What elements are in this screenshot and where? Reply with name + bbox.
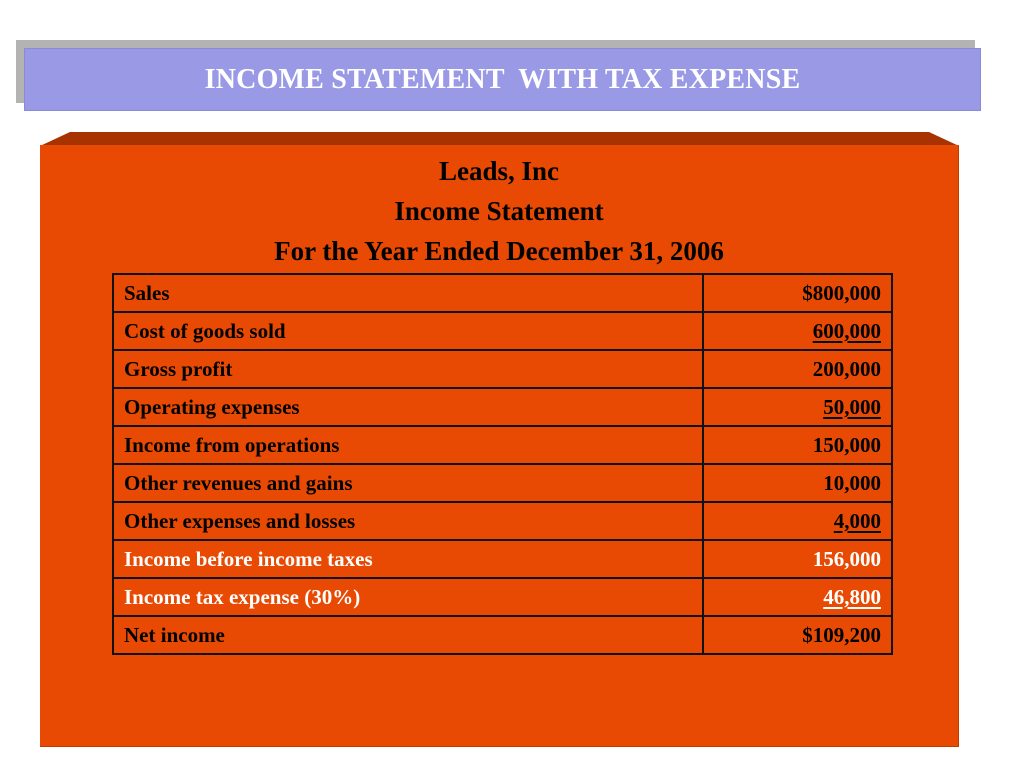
table-row bbox=[113, 616, 892, 654]
row-label: Operating expenses bbox=[113, 388, 703, 426]
row-amount: 4,000 bbox=[833, 508, 881, 533]
title-banner bbox=[24, 48, 981, 111]
row-label: Income before income taxes bbox=[113, 540, 703, 578]
table-row bbox=[113, 502, 892, 540]
box-top-bevel bbox=[40, 132, 959, 146]
row-label: Income from operations bbox=[113, 426, 703, 464]
statement-period: For the Year Ended December 31, 2006 bbox=[274, 236, 724, 266]
row-amount-cell bbox=[703, 274, 892, 312]
row-amount-cell bbox=[703, 312, 892, 350]
row-label: Net income bbox=[113, 616, 703, 654]
company-name: Leads, Inc bbox=[438, 156, 560, 186]
table-row bbox=[113, 274, 892, 312]
row-amount: 156,000 bbox=[812, 546, 881, 571]
row-amount-cell bbox=[703, 350, 892, 388]
row-label: Other revenues and gains bbox=[113, 464, 703, 502]
row-amount: 10,000 bbox=[823, 470, 881, 495]
statement-box-top-edge bbox=[40, 132, 959, 146]
row-amount-cell bbox=[703, 464, 892, 502]
table-row bbox=[113, 464, 892, 502]
row-amount-cell bbox=[703, 540, 892, 578]
row-amount: 200,000 bbox=[812, 356, 881, 381]
row-amount-cell bbox=[703, 426, 892, 464]
row-label: Income tax expense (30%) bbox=[113, 578, 703, 616]
slide-title: INCOME STATEMENT WITH TAX EXPENSE bbox=[204, 63, 801, 95]
row-label: Gross profit bbox=[113, 350, 703, 388]
table-row bbox=[113, 388, 892, 426]
row-amount: 50,000 bbox=[823, 394, 881, 419]
row-label: Sales bbox=[113, 274, 703, 312]
row-amount: 150,000 bbox=[812, 432, 881, 457]
statement-heading bbox=[40, 151, 958, 271]
table-row bbox=[113, 578, 892, 616]
table-row bbox=[113, 312, 892, 350]
row-amount-cell bbox=[703, 578, 892, 616]
row-label: Other expenses and losses bbox=[113, 502, 703, 540]
row-amount: 46,800 bbox=[823, 584, 881, 609]
row-amount: $800,000 bbox=[802, 280, 881, 305]
table-row bbox=[113, 540, 892, 578]
statement-name: Income Statement bbox=[394, 196, 604, 226]
row-amount: $109,200 bbox=[802, 622, 881, 647]
row-amount-cell bbox=[703, 502, 892, 540]
table-row bbox=[113, 350, 892, 388]
row-amount-cell bbox=[703, 616, 892, 654]
row-label: Cost of goods sold bbox=[113, 312, 703, 350]
statement-box bbox=[40, 145, 959, 747]
income-statement-table bbox=[112, 273, 893, 655]
row-amount: 600,000 bbox=[812, 318, 881, 343]
row-amount-cell bbox=[703, 388, 892, 426]
table-row bbox=[113, 426, 892, 464]
